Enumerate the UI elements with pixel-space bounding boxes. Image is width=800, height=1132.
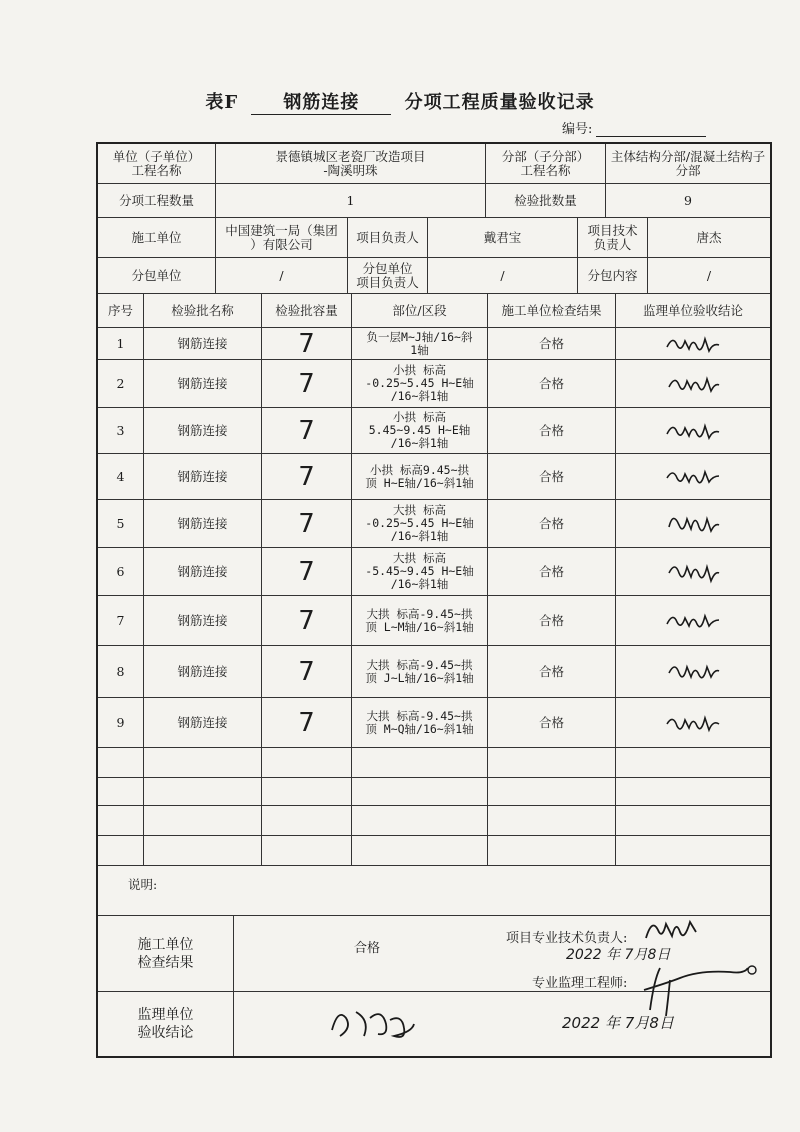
supervisor-date-month: 7 bbox=[624, 1014, 635, 1032]
row-1-signature-icon bbox=[663, 331, 723, 357]
row-9-supervisor-signature bbox=[616, 698, 770, 748]
part-value: 主体结构分部/混凝土结构子分部 bbox=[606, 144, 770, 184]
row-9-location: 大拱 标高-9.45~拱 顶 M~Q轴/16~斜1轴 bbox=[352, 698, 488, 748]
unit-label: 单位（子单位） 工程名称 bbox=[98, 144, 216, 184]
row-8-name: 钢筋连接 bbox=[144, 646, 262, 698]
row-3-supervisor-signature bbox=[616, 408, 770, 454]
empty-row-cell bbox=[262, 778, 352, 806]
project-manager-value: 戴君宝 bbox=[428, 218, 578, 258]
row-3-name: 钢筋连接 bbox=[144, 408, 262, 454]
row-4-capacity: 7 bbox=[262, 454, 352, 500]
row-2-no: 2 bbox=[98, 360, 144, 408]
supervisor-date-month-unit: 月 bbox=[634, 1014, 650, 1032]
row-1-supervisor-signature bbox=[616, 328, 770, 360]
row-7-location: 大拱 标高-9.45~拱 顶 L~M轴/16~斜1轴 bbox=[352, 596, 488, 646]
row-2-result: 合格 bbox=[488, 360, 616, 408]
sub-content-value: / bbox=[648, 258, 770, 294]
row-9-no: 9 bbox=[98, 698, 144, 748]
empty-row-cell bbox=[488, 836, 616, 866]
row-6-location: 大拱 标高 -5.45~9.45 H~E轴 /16~斜1轴 bbox=[352, 548, 488, 596]
empty-row-cell bbox=[616, 806, 770, 836]
project-manager-label: 项目负责人 bbox=[348, 218, 428, 258]
row-8-supervisor-signature bbox=[616, 646, 770, 698]
row-7-signature-icon bbox=[663, 606, 723, 636]
contractor-date-month-unit: 月 bbox=[633, 947, 648, 963]
supervisor-signature-icon bbox=[640, 960, 760, 1020]
empty-row-cell bbox=[352, 778, 488, 806]
row-3-capacity: 7 bbox=[262, 408, 352, 454]
row-5-location: 大拱 标高 -0.25~5.45 H~E轴 /16~斜1轴 bbox=[352, 500, 488, 548]
row-4-result: 合格 bbox=[488, 454, 616, 500]
row-8-signature-icon bbox=[663, 657, 723, 687]
row-3-location: 小拱 标高 5.45~9.45 H~E轴 /16~斜1轴 bbox=[352, 408, 488, 454]
document-number-label: 编号: bbox=[562, 122, 593, 137]
row-2-location: 小拱 标高 -0.25~5.45 H~E轴 /16~斜1轴 bbox=[352, 360, 488, 408]
row-6-supervisor-signature bbox=[616, 548, 770, 596]
row-5-capacity: 7 bbox=[262, 500, 352, 548]
title-item-name: 钢筋连接 bbox=[251, 88, 391, 115]
row-3-no: 3 bbox=[98, 408, 144, 454]
contractor-label: 施工单位 bbox=[98, 218, 216, 258]
page-title bbox=[0, 88, 800, 115]
row-7-capacity: 7 bbox=[262, 596, 352, 646]
tech-lead-label: 项目技术 负责人 bbox=[578, 218, 648, 258]
header-location: 部位/区段 bbox=[352, 294, 488, 328]
empty-row-cell bbox=[262, 806, 352, 836]
row-5-name: 钢筋连接 bbox=[144, 500, 262, 548]
subcontractor-value: / bbox=[216, 258, 348, 294]
contractor-date-year: 2022 bbox=[566, 947, 602, 963]
contractor-date-month: 7 bbox=[624, 947, 634, 963]
row-6-signature-icon bbox=[663, 555, 723, 589]
row-9-signature-icon bbox=[663, 708, 723, 738]
row-5-result: 合格 bbox=[488, 500, 616, 548]
title-suffix: 分项工程质量验收记录 bbox=[404, 92, 595, 113]
subcontractor-label: 分包单位 bbox=[98, 258, 216, 294]
row-8-capacity: 7 bbox=[262, 646, 352, 698]
row-6-capacity: 7 bbox=[262, 548, 352, 596]
empty-row-cell bbox=[262, 836, 352, 866]
notes-section bbox=[98, 866, 770, 916]
row-1-name: 钢筋连接 bbox=[144, 328, 262, 360]
supervisor-date-day: 8 bbox=[649, 1014, 659, 1032]
contractor-date-year-unit: 年 bbox=[606, 947, 621, 963]
row-2-capacity: 7 bbox=[262, 360, 352, 408]
item-qty-label: 分项工程数量 bbox=[98, 184, 216, 218]
empty-row-cell bbox=[144, 836, 262, 866]
empty-row-cell bbox=[352, 748, 488, 778]
unit-value: 景德镇城区老瓷厂改造项目 -陶溪明珠 bbox=[216, 144, 486, 184]
supervisor-date-year-unit: 年 bbox=[604, 1014, 620, 1032]
row-8-location: 大拱 标高-9.45~拱 顶 J~L轴/16~斜1轴 bbox=[352, 646, 488, 698]
row-4-location: 小拱 标高9.45~拱 顶 H~E轴/16~斜1轴 bbox=[352, 454, 488, 500]
contractor-signer-label: 项目专业技术负责人: bbox=[506, 931, 628, 946]
part-label: 分部（子分部） 工程名称 bbox=[486, 144, 606, 184]
supervisor-check-label: 监理单位 验收结论 bbox=[98, 992, 234, 1056]
contractor-check-result: 合格 bbox=[354, 941, 381, 956]
empty-row-no bbox=[98, 778, 144, 806]
row-5-signature-icon bbox=[663, 507, 723, 541]
header-supervisor-conclusion: 监理单位验收结论 bbox=[616, 294, 770, 328]
contractor-date-day: 8 bbox=[647, 947, 657, 963]
empty-row-cell bbox=[616, 778, 770, 806]
row-2-signature-icon bbox=[663, 369, 723, 399]
batch-qty-value: 9 bbox=[606, 184, 770, 218]
sub-content-label: 分包内容 bbox=[578, 258, 648, 294]
notes-label: 说明: bbox=[128, 877, 158, 892]
row-6-result: 合格 bbox=[488, 548, 616, 596]
supervisor-signer-label: 专业监理工程师: bbox=[532, 976, 628, 991]
document-number bbox=[562, 118, 706, 137]
row-2-name: 钢筋连接 bbox=[144, 360, 262, 408]
sub-manager-value: / bbox=[428, 258, 578, 294]
batch-qty-label: 检验批数量 bbox=[486, 184, 606, 218]
document-number-line bbox=[596, 122, 706, 137]
empty-row-no bbox=[98, 836, 144, 866]
tech-lead-value: 唐杰 bbox=[648, 218, 770, 258]
row-4-no: 4 bbox=[98, 454, 144, 500]
row-4-signature-icon bbox=[663, 462, 723, 492]
supervisor-date-day-unit: 日 bbox=[658, 1014, 674, 1032]
row-9-capacity: 7 bbox=[262, 698, 352, 748]
row-8-no: 8 bbox=[98, 646, 144, 698]
row-1-capacity: 7 bbox=[262, 328, 352, 360]
row-7-name: 钢筋连接 bbox=[144, 596, 262, 646]
row-4-name: 钢筋连接 bbox=[144, 454, 262, 500]
row-1-location: 负一层M~J轴/16~斜 1轴 bbox=[352, 328, 488, 360]
row-3-signature-icon bbox=[663, 416, 723, 446]
supervisor-conclusion-signature-icon bbox=[326, 1000, 416, 1044]
empty-row-cell bbox=[616, 748, 770, 778]
row-6-no: 6 bbox=[98, 548, 144, 596]
row-7-no: 7 bbox=[98, 596, 144, 646]
contractor-date-day-unit: 日 bbox=[656, 947, 671, 963]
supervisor-date bbox=[562, 1012, 674, 1033]
row-8-result: 合格 bbox=[488, 646, 616, 698]
contractor-value: 中国建筑一局（集团 ）有限公司 bbox=[216, 218, 348, 258]
empty-row-cell bbox=[352, 806, 488, 836]
contractor-check-label: 施工单位 检查结果 bbox=[98, 916, 234, 992]
row-1-result: 合格 bbox=[488, 328, 616, 360]
empty-row-cell bbox=[488, 778, 616, 806]
row-3-result: 合格 bbox=[488, 408, 616, 454]
empty-row-cell bbox=[488, 748, 616, 778]
empty-row-cell bbox=[352, 836, 488, 866]
supervisor-date-year: 2022 bbox=[562, 1014, 601, 1032]
row-6-name: 钢筋连接 bbox=[144, 548, 262, 596]
empty-row-no bbox=[98, 806, 144, 836]
empty-row-cell bbox=[262, 748, 352, 778]
title-prefix: 表F bbox=[205, 92, 239, 113]
row-2-supervisor-signature bbox=[616, 360, 770, 408]
empty-row-cell bbox=[616, 836, 770, 866]
sub-manager-label: 分包单位 项目负责人 bbox=[348, 258, 428, 294]
row-1-no: 1 bbox=[98, 328, 144, 360]
header-batch-name: 检验批名称 bbox=[144, 294, 262, 328]
row-9-result: 合格 bbox=[488, 698, 616, 748]
row-4-supervisor-signature bbox=[616, 454, 770, 500]
header-no: 序号 bbox=[98, 294, 144, 328]
empty-row-cell bbox=[144, 778, 262, 806]
empty-row-no bbox=[98, 748, 144, 778]
row-5-no: 5 bbox=[98, 500, 144, 548]
empty-row-cell bbox=[144, 806, 262, 836]
row-7-result: 合格 bbox=[488, 596, 616, 646]
item-qty-value: 1 bbox=[216, 184, 486, 218]
header-batch-capacity: 检验批容量 bbox=[262, 294, 352, 328]
row-5-supervisor-signature bbox=[616, 500, 770, 548]
empty-row-cell bbox=[144, 748, 262, 778]
row-9-name: 钢筋连接 bbox=[144, 698, 262, 748]
row-7-supervisor-signature bbox=[616, 596, 770, 646]
header-contractor-result: 施工单位检查结果 bbox=[488, 294, 616, 328]
empty-row-cell bbox=[488, 806, 616, 836]
